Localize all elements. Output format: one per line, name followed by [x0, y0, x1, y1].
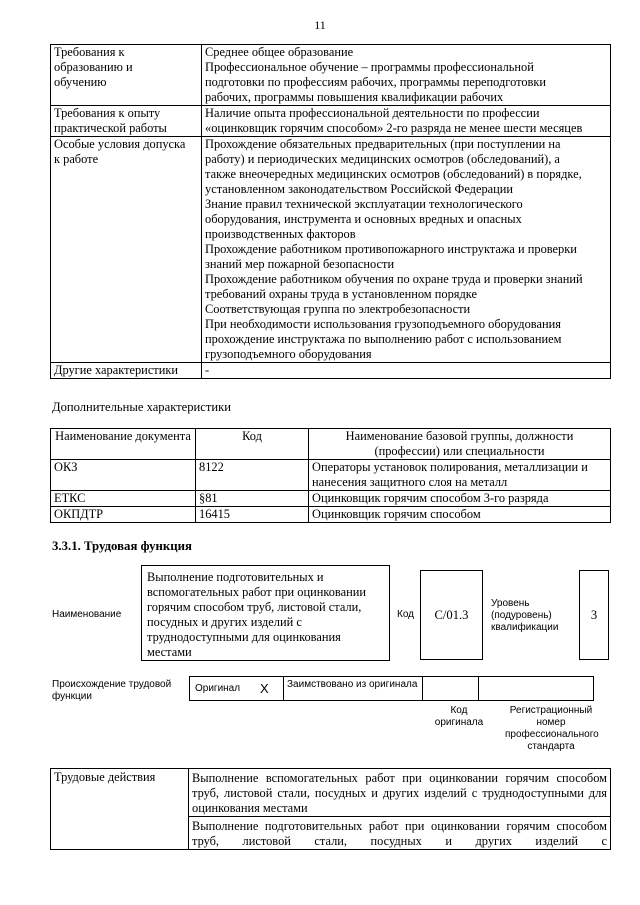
- requirement-value-line: Наличие опыта профессиональной деятельности по профессии: [205, 106, 540, 120]
- additional-characteristics-table: [50, 428, 611, 523]
- qualification-level-box: 3: [579, 570, 609, 660]
- requirement-value-line: прохождение инструктажа по выполнению работ с использованием: [205, 332, 562, 346]
- table-row: [51, 363, 611, 379]
- requirement-value-line: подготовки по профессиям рабочих, программы переподготовки: [205, 75, 547, 89]
- requirement-value-line: оборудования, инструмента и основных вредных и опасных: [205, 212, 522, 226]
- code-cell: §81: [196, 491, 309, 507]
- requirement-label-line: Требования к опыту: [54, 106, 161, 120]
- table-row: [51, 106, 611, 137]
- table-row: [51, 507, 611, 523]
- additional-characteristics-title: Дополнительные характеристики: [52, 400, 231, 414]
- original-mark: X: [260, 681, 269, 696]
- labor-actions-table: [50, 768, 611, 850]
- requirement-label: [51, 45, 202, 106]
- code-cell: 8122: [196, 460, 309, 491]
- borrowed-cell: Заимствовано из оригинала: [283, 676, 423, 701]
- code-original-label: Код оригинала: [434, 705, 484, 728]
- name-label: Наименование: [52, 609, 122, 620]
- requirement-value-line: При необходимости использования грузоподъемного оборудования: [205, 317, 561, 331]
- doc-cell: ОКЗ: [51, 460, 196, 491]
- function-name-box: Выполнение подготовительных и вспомогательных работ при оцинковании горячим способом труб, листовой стали, посудных и других изделий с труднодоступными для оцинкования местами: [141, 565, 390, 661]
- origin-label: Происхождение трудовой функции: [52, 679, 172, 702]
- requirement-label-line: Требования к: [54, 45, 125, 59]
- original-cell: [189, 676, 284, 701]
- requirement-label-line: Другие характеристики: [54, 363, 179, 377]
- header-group-name: Наименование базовой группы, должности (профессии) или специальности: [309, 429, 611, 460]
- requirement-value-line: требований охраны труда в установленном порядке: [205, 287, 477, 301]
- page-number: 11: [314, 18, 326, 32]
- doc-cell: ОКПДТР: [51, 507, 196, 523]
- requirement-value-line: рабочих, программы повышения квалификации рабочих: [205, 90, 504, 104]
- section-title: 3.3.1. Трудовая функция: [52, 539, 192, 553]
- requirement-value-line: установленном законодательством Российской Федерации: [205, 182, 514, 196]
- requirement-label: [51, 363, 202, 379]
- requirement-value: [202, 45, 611, 106]
- requirement-value-line: -: [205, 363, 210, 377]
- requirement-value-line: знаний мер пожарной безопасности: [205, 257, 395, 271]
- name-cell: Оцинковщик горячим способом: [309, 507, 611, 523]
- requirement-value: [202, 363, 611, 379]
- name-cell: Оцинковщик горячим способом 3-го разряда: [309, 491, 611, 507]
- doc-cell: ЕТКС: [51, 491, 196, 507]
- requirement-value-line: также внеочередных медицинских осмотров (обследований) в порядке,: [205, 167, 582, 181]
- requirement-label-line: образованию и: [54, 60, 133, 74]
- requirement-label-line: обучению: [54, 75, 107, 89]
- requirement-value-line: Прохождение обязательных предварительных (при поступлении на: [205, 137, 561, 151]
- requirement-label-line: Особые условия допуска: [54, 137, 186, 151]
- qualification-level-label: Уровень (подуровень) квалификации: [491, 598, 559, 633]
- requirement-label-line: практической работы: [54, 121, 167, 135]
- requirement-value-line: Знание правил технической эксплуатации технологического: [205, 197, 523, 211]
- table-row: [51, 460, 611, 491]
- code-original-cell: [422, 676, 479, 701]
- requirement-value-line: Среднее общее образование: [205, 45, 354, 59]
- code-label: Код: [397, 609, 415, 620]
- requirement-value-line: Прохождение работником обучения по охране труда и проверки знаний: [205, 272, 583, 286]
- reg-number-cell: [478, 676, 594, 701]
- labor-action-item: Выполнение подготовительных работ при оцинковании горячим способом труб, листовой стали, посудных и других изделий с: [189, 817, 611, 850]
- labor-actions-label: Трудовые действия: [51, 769, 189, 850]
- requirement-value-line: работу) и периодических медицинских осмотров (обследований), а: [205, 152, 560, 166]
- table-row: [51, 137, 611, 363]
- requirement-label-line: к работе: [54, 152, 99, 166]
- requirement-label: [51, 137, 202, 363]
- code-cell: 16415: [196, 507, 309, 523]
- table-row: [51, 769, 611, 817]
- name-cell: Операторы установок полирования, металлизации и нанесения защитного слоя на металл: [309, 460, 611, 491]
- requirement-value: [202, 137, 611, 363]
- requirement-value-line: Профессиональное обучение – программы профессиональной: [205, 60, 534, 74]
- reg-number-label: Регистрационный номер профессионального стандарта: [505, 705, 599, 752]
- requirement-value-line: Прохождение работником противопожарного инструктажа и проверки: [205, 242, 577, 256]
- requirement-value-line: Соответствующая группа по электробезопасности: [205, 302, 471, 316]
- table-row: [51, 45, 611, 106]
- requirement-value-line: «оцинковщик горячим способом» 2-го разряда не менее шести месяцев: [205, 121, 583, 135]
- header-code: Код: [196, 429, 309, 460]
- labor-action-item: Выполнение вспомогательных работ при оцинковании горячим способом труб, листовой стали, посудных и других изделий с труднодоступными для оцинкования местами: [189, 769, 611, 817]
- requirement-value-line: грузоподъемного оборудования: [205, 347, 372, 361]
- requirement-label: [51, 106, 202, 137]
- requirement-value-line: производственных факторов: [205, 227, 356, 241]
- origin-row: [190, 676, 594, 701]
- original-label: Оригинал: [195, 683, 241, 694]
- function-code-box: C/01.3: [420, 570, 483, 660]
- table-row: [51, 491, 611, 507]
- requirements-table: [50, 44, 611, 379]
- header-document: Наименование документа: [51, 429, 196, 460]
- requirement-value: [202, 106, 611, 137]
